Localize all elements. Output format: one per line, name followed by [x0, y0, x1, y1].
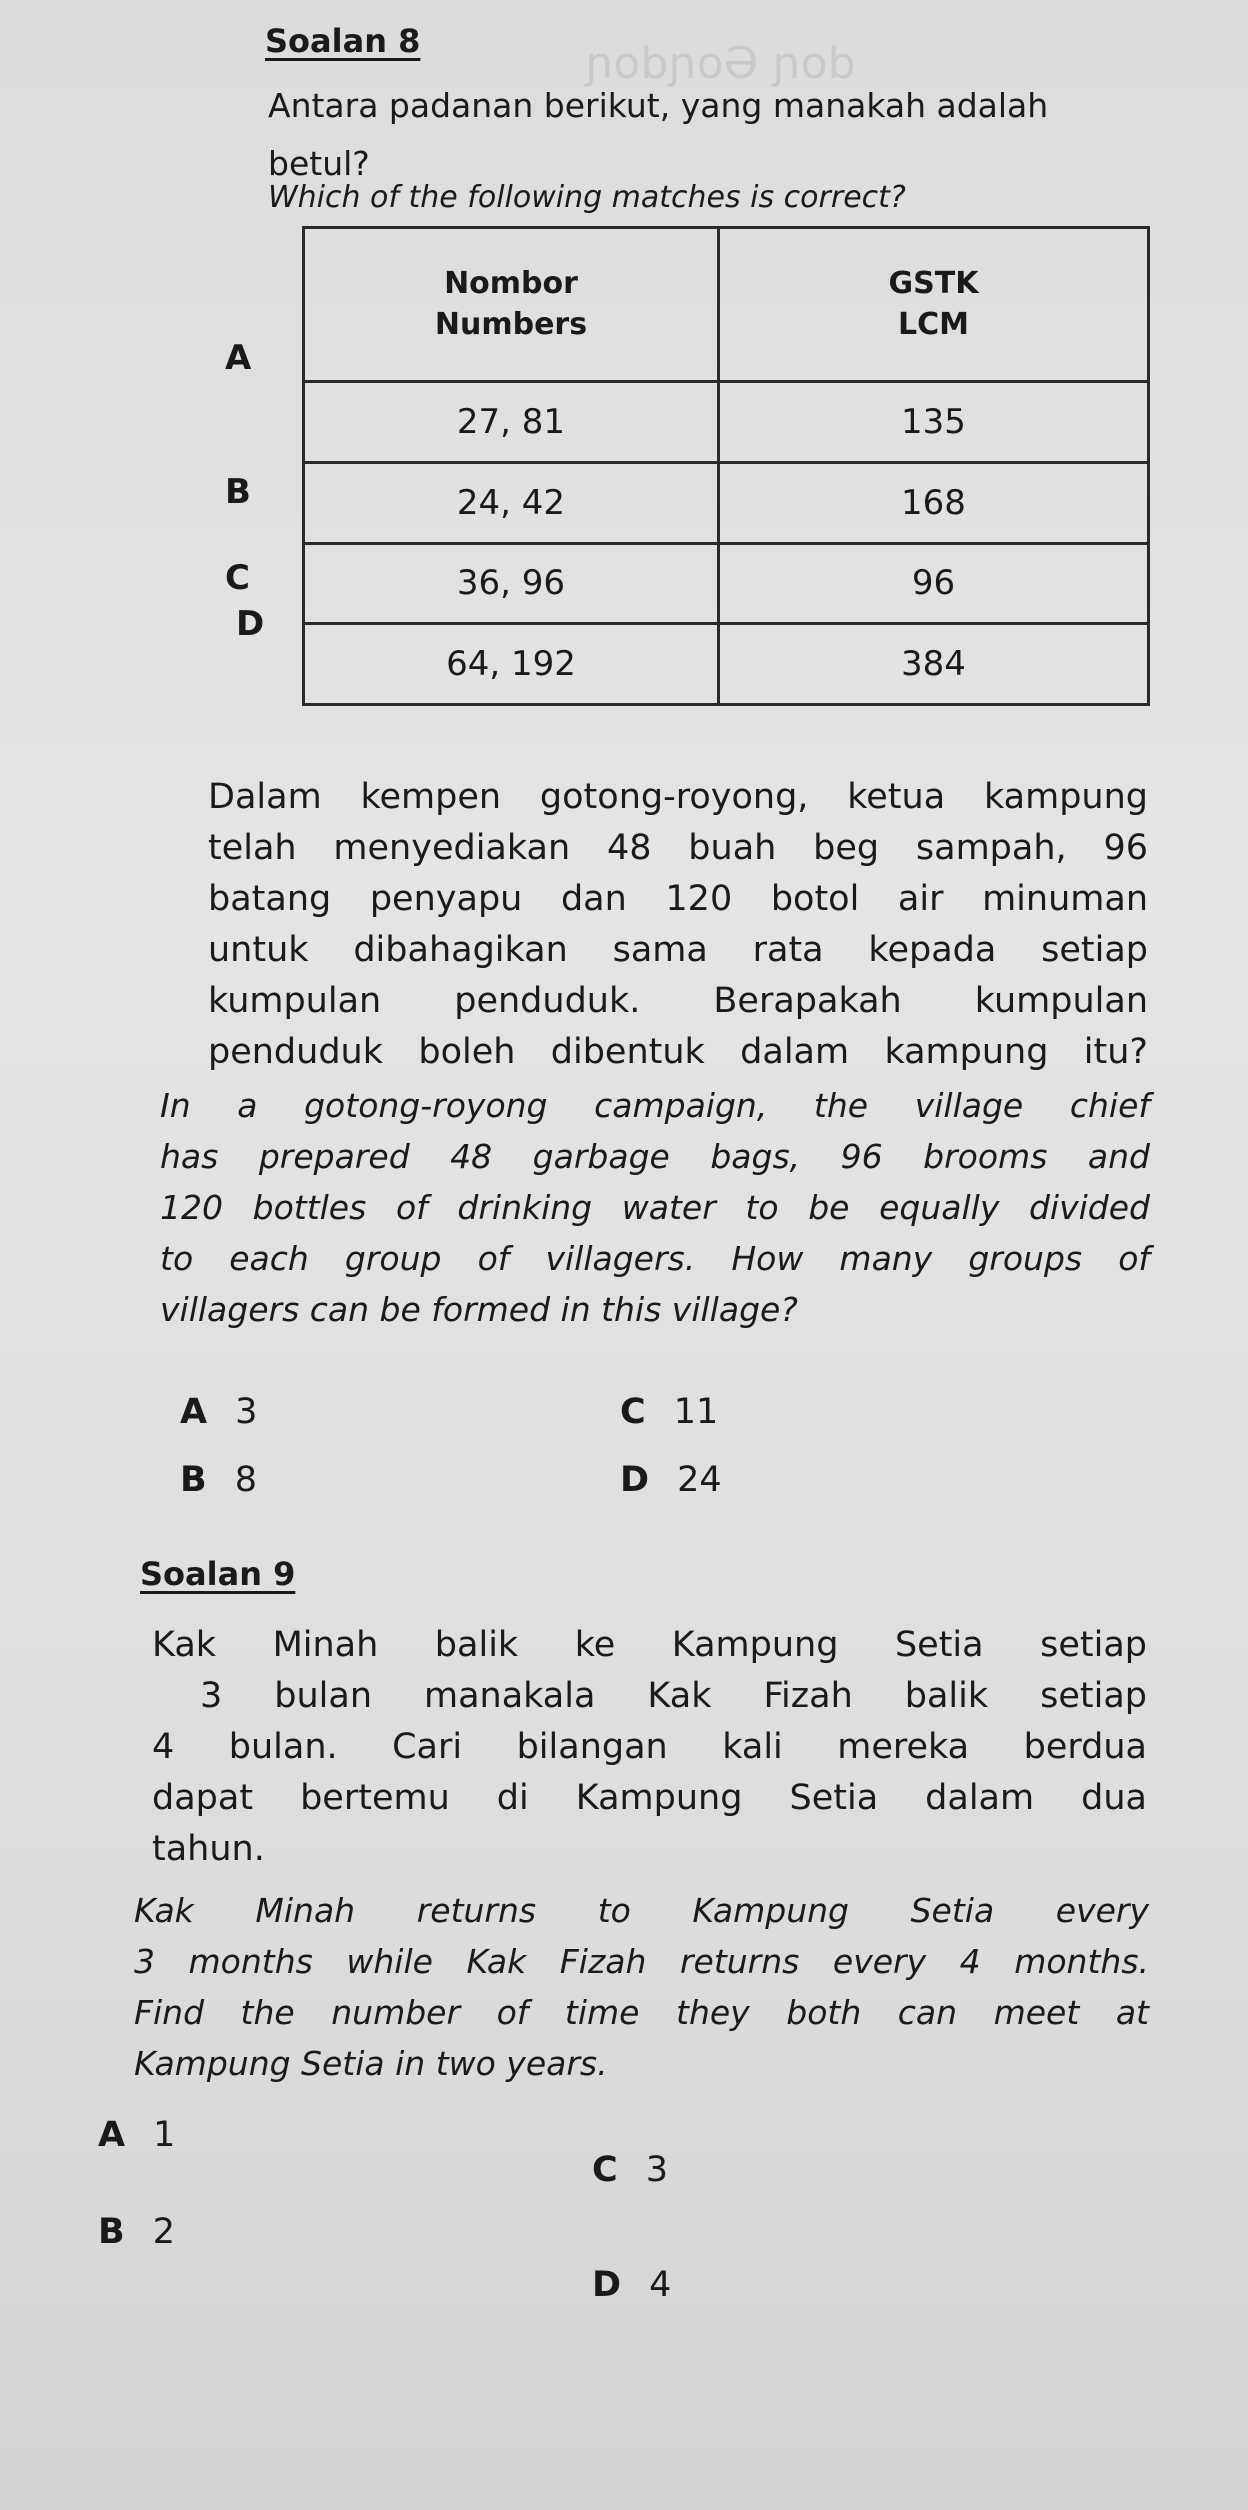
q-ms-line: Dalam kempen gotong-royong, ketua kampung [208, 777, 1148, 817]
question-8-prompt-ms-line1: Antara padanan berikut, yang manakah adalah [268, 86, 1049, 125]
option-a[interactable]: A 3 [180, 1392, 258, 1432]
table-row [300, 624, 1149, 705]
row-a-lcm: 135 [719, 382, 1149, 463]
row-b-lcm: 168 [719, 462, 1149, 543]
option-d-letter: D [236, 604, 265, 644]
q9-en-line: Find the number of time they both can meet at [134, 1993, 1149, 2032]
q9-ms-line: tahun. [152, 1829, 265, 1869]
q9-ms-line: dapat bertemu di Kampung Setia dalam dua [152, 1778, 1147, 1818]
gotong-royong-question-en [160, 1080, 1150, 1335]
q9-ms-line: 3 bulan manakala Kak Fizah balik setiap [200, 1676, 1147, 1716]
lcm-header-en: LCM [898, 306, 969, 342]
q-en-line: villagers can be formed in this village? [160, 1290, 798, 1329]
q9-en-line: Kak Minah returns to Kampung Setia every [134, 1891, 1149, 1930]
row-b-numbers: 24, 42 [304, 462, 719, 543]
q-ms-line: batang penyapu dan 120 botol air minuman [208, 879, 1148, 919]
row-d-numbers: 64, 192 [304, 624, 719, 705]
q9-option-a[interactable]: A 1 [98, 2115, 176, 2155]
q-en-line: to each group of villagers. How many groups of [160, 1239, 1150, 1278]
question-8-prompt-en: Which of the following matches is correct? [268, 180, 906, 215]
numbers-header-en: Numbers [434, 306, 588, 342]
option-b[interactable]: B 8 [180, 1460, 257, 1500]
bleed-through-decoration: ɲobɲoƏ ɲob [585, 38, 856, 89]
row-c-numbers: 36, 96 [304, 543, 719, 624]
q9-option-c[interactable]: C 3 [592, 2150, 668, 2190]
q-ms-line: kumpulan penduduk. Berapakah kumpulan [208, 981, 1148, 1021]
option-a-letter: A [225, 338, 252, 378]
q-ms-line: penduduk boleh dibentuk dalam kampung itu? [208, 1032, 1148, 1072]
table-header-row [300, 228, 1149, 382]
question-9-prompt-en [134, 1885, 1149, 2089]
q9-option-d[interactable]: D 4 [592, 2265, 672, 2305]
option-c[interactable]: C 11 [620, 1392, 719, 1432]
numbers-header-ms: Nombor [444, 266, 578, 302]
question-8-heading: Soalan 8 [265, 22, 421, 60]
row-a-numbers: 27, 81 [304, 382, 719, 463]
q-ms-line: telah menyediakan 48 buah beg sampah, 96 [208, 828, 1148, 868]
row-c-lcm: 96 [719, 543, 1149, 624]
option-d[interactable]: D 24 [620, 1460, 722, 1500]
q9-en-line: 3 months while Kak Fizah returns every 4 months. [134, 1942, 1149, 1981]
question-8-match-table [300, 226, 1150, 706]
q-en-line: 120 bottles of drinking water to be equally divided [160, 1188, 1150, 1227]
q9-ms-line: 4 bulan. Cari bilangan kali mereka berdua [152, 1727, 1147, 1767]
row-d-lcm: 384 [719, 624, 1149, 705]
q9-en-line: Kampung Setia in two years. [134, 2044, 608, 2083]
q9-ms-line: Kak Minah balik ke Kampung Setia setiap [152, 1625, 1147, 1665]
question-9-heading: Soalan 9 [140, 1555, 296, 1593]
q-en-line: In a gotong-royong campaign, the village chief [160, 1086, 1150, 1125]
table-row [300, 543, 1149, 624]
table-row [300, 462, 1149, 543]
question-8-prompt-ms-line2: betul? [268, 144, 370, 183]
option-c-letter: C [225, 558, 250, 598]
q9-option-b[interactable]: B 2 [98, 2212, 175, 2252]
gotong-royong-question-ms [208, 772, 1148, 1078]
table-row [300, 382, 1149, 463]
q-en-line: has prepared 48 garbage bags, 96 brooms and [160, 1137, 1150, 1176]
q-ms-line: untuk dibahagikan sama rata kepada setiap [208, 930, 1148, 970]
lcm-header-ms: GSTK [888, 266, 979, 302]
option-b-letter: B [225, 472, 251, 512]
lcm-column-header [719, 228, 1149, 382]
question-9-prompt-ms [152, 1620, 1147, 1875]
numbers-column-header [304, 228, 719, 382]
